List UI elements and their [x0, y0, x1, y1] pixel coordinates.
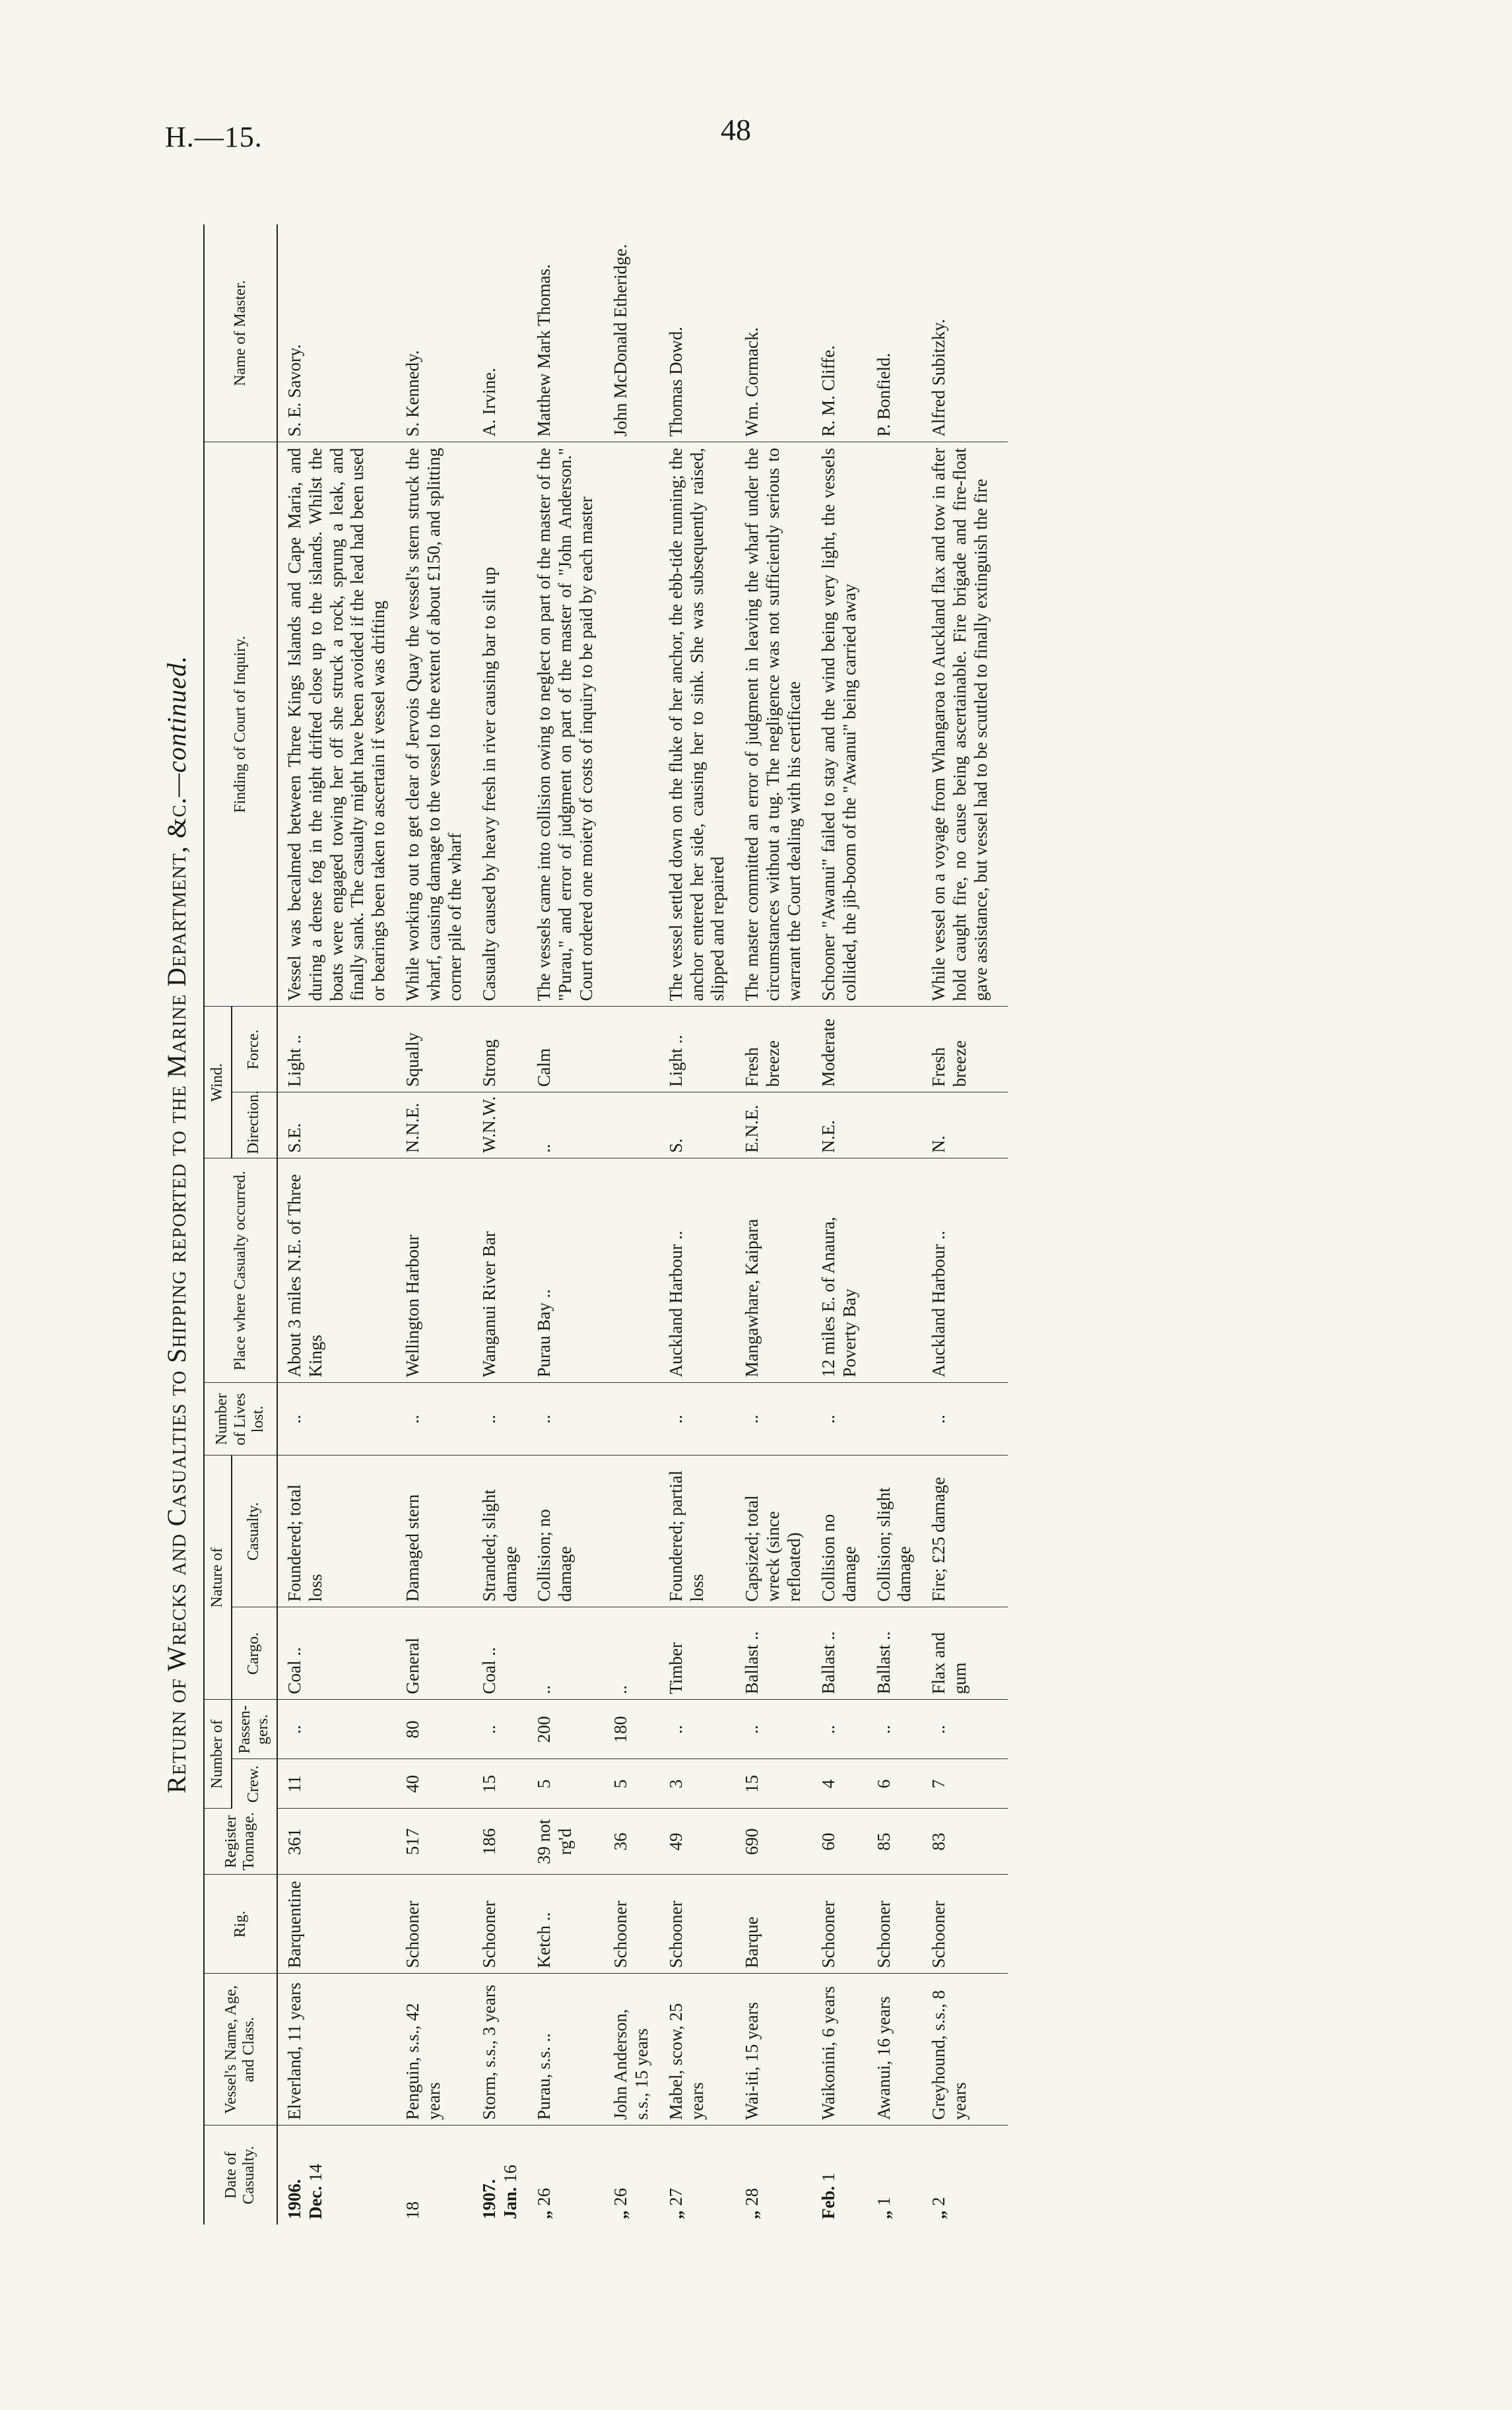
casualty-cell: Collision; no damage — [527, 1456, 604, 1607]
finding-cell: While vessel on a voyage from Whangaroa to Auckland flax and tow in after hold caught fire, no cause being ascertainable. Fire brigade and fire-float gave assistance, but vessel had to be scuttled to finally extinguish the fire — [922, 442, 1008, 1007]
master-cell: Alfred Subitzky. — [922, 224, 1008, 442]
wind-direction-cell: E.N.E. — [735, 1092, 812, 1158]
finding-cell — [867, 442, 923, 1007]
wind-direction-cell — [604, 1092, 659, 1158]
master-cell: P. Bonfield. — [867, 224, 923, 442]
place-cell: Wanganui River Bar — [473, 1158, 528, 1383]
table-row — [735, 224, 812, 2225]
col-header-lives-lost: Number of Lives lost. — [204, 1383, 277, 1456]
date-month: Feb. — [818, 2186, 838, 2219]
date-cell — [659, 2125, 736, 2225]
date-day: 28 — [742, 2188, 762, 2206]
table-title-text: Return of Wrecks and Casualties to Shipping reported to the Marine Department, &c. — [162, 797, 191, 1793]
passengers-cell: .. — [473, 1700, 528, 1759]
col-header-wind: Wind. — [204, 1007, 232, 1158]
crew-cell: 15 — [735, 1759, 812, 1809]
finding-cell: Schooner "Awanui" failed to stay and the wind being very light, the vessels collided, the jib-boom of the "Awanui" being carried away — [812, 442, 867, 1007]
col-header-direction: Direction. — [232, 1092, 277, 1158]
wind-direction-cell — [867, 1092, 923, 1158]
lives-lost-cell: .. — [659, 1383, 736, 1456]
wind-direction-cell: .. — [527, 1092, 604, 1158]
lives-lost-cell: .. — [527, 1383, 604, 1456]
table-row — [659, 224, 736, 2225]
rig-cell: Ketch .. — [527, 1875, 604, 1974]
date-cell — [604, 2125, 659, 2225]
place-cell: Wellington Harbour — [396, 1158, 473, 1383]
wind-force-cell — [867, 1007, 923, 1092]
casualty-cell: Capsized; total wreck (since refloated) — [735, 1456, 812, 1607]
casualty-cell: Collision no damage — [812, 1456, 867, 1607]
date-cell — [473, 2125, 528, 2225]
cargo-cell: Timber — [659, 1607, 736, 1700]
col-header-casualty: Casualty. — [232, 1456, 277, 1607]
col-header-passengers: Passen-gers. — [232, 1700, 277, 1759]
wind-force-cell: Light .. — [659, 1007, 736, 1092]
crew-cell: 6 — [867, 1759, 923, 1809]
rig-cell: Schooner — [604, 1875, 659, 1974]
lives-lost-cell: .. — [396, 1383, 473, 1456]
tonnage-cell: 36 — [604, 1809, 659, 1875]
rig-cell: Schooner — [659, 1875, 736, 1974]
passengers-cell: .. — [812, 1700, 867, 1759]
rig-cell: Schooner — [922, 1875, 1008, 1974]
crew-cell: 11 — [277, 1759, 396, 1809]
lives-lost-cell: .. — [277, 1383, 396, 1456]
place-cell: 12 miles E. of Anaura, Poverty Bay — [812, 1158, 867, 1383]
vessel-name-cell: Wai-iti, 15 years — [735, 1974, 812, 2125]
col-header-vessel: Vessel's Name, Age, and Class. — [204, 1974, 277, 2125]
passengers-cell: 200 — [527, 1700, 604, 1759]
rotated-table-block — [150, 224, 1286, 2225]
table-row — [812, 224, 867, 2225]
date-day: 26 — [534, 2188, 554, 2206]
col-header-crew: Crew. — [232, 1759, 277, 1809]
date-month: Dec. — [305, 2186, 325, 2219]
page-number: 48 — [721, 113, 751, 147]
col-header-nature-of: Nature of — [204, 1456, 232, 1700]
vessel-name-cell: Storm, s.s., 3 years — [473, 1974, 528, 2125]
crew-cell: 4 — [812, 1759, 867, 1809]
crew-cell: 5 — [527, 1759, 604, 1809]
date-year: 1906. — [284, 2179, 304, 2219]
date-day: 16 — [500, 2164, 520, 2183]
wind-force-cell — [604, 1007, 659, 1092]
col-header-master: Name of Master. — [204, 224, 277, 442]
master-cell: A. Irvine. — [473, 224, 528, 442]
date-cell — [277, 2125, 396, 2225]
col-header-place: Place where Casualty occurred. — [204, 1158, 277, 1383]
wind-force-cell: Calm — [527, 1007, 604, 1092]
passengers-cell: .. — [277, 1700, 396, 1759]
table-title — [150, 224, 203, 2225]
wind-force-cell: Squally — [396, 1007, 473, 1092]
tonnage-cell: 49 — [659, 1809, 736, 1875]
date-day: 27 — [665, 2188, 686, 2206]
date-month: Jan. — [500, 2187, 520, 2219]
casualty-cell: Foundered; total loss — [277, 1456, 396, 1607]
table-row — [604, 224, 659, 2225]
casualty-cell: Foundered; partial loss — [659, 1456, 736, 1607]
place-cell: Auckland Harbour .. — [659, 1158, 736, 1383]
passengers-cell: 180 — [604, 1700, 659, 1759]
date-cell — [735, 2125, 812, 2225]
place-cell — [867, 1158, 923, 1383]
vessel-name-cell: Purau, s.s. .. — [527, 1974, 604, 2125]
wind-force-cell: Moderate — [812, 1007, 867, 1092]
crew-cell: 15 — [473, 1759, 528, 1809]
date-day: 26 — [610, 2188, 630, 2206]
rig-cell: Schooner — [396, 1875, 473, 1974]
master-cell: R. M. Cliffe. — [812, 224, 867, 442]
vessel-name-cell: Waikonini, 6 years — [812, 1974, 867, 2125]
table-row — [473, 224, 528, 2225]
vessel-name-cell: Greyhound, s.s., 8 years — [922, 1974, 1008, 2125]
lives-lost-cell — [604, 1383, 659, 1456]
cargo-cell: Flax and gum — [922, 1607, 1008, 1700]
vessel-name-cell: John Anderson, s.s., 15 years — [604, 1974, 659, 2125]
casualty-cell: Stranded; slight damage — [473, 1456, 528, 1607]
tonnage-cell: 85 — [867, 1809, 923, 1875]
place-cell — [604, 1158, 659, 1383]
master-cell: Wm. Cormack. — [735, 224, 812, 442]
wind-force-cell: Fresh breeze — [735, 1007, 812, 1092]
place-cell: Mangawhare, Kaipara — [735, 1158, 812, 1383]
rig-cell: Schooner — [812, 1875, 867, 1974]
wrecks-casualties-table — [203, 224, 1008, 2225]
tonnage-cell: 83 — [922, 1809, 1008, 1875]
date-cell — [527, 2125, 604, 2225]
place-cell: Purau Bay .. — [527, 1158, 604, 1383]
crew-cell: 7 — [922, 1759, 1008, 1809]
table-title-continued: —continued. — [162, 655, 191, 797]
tonnage-cell: 690 — [735, 1809, 812, 1875]
wind-direction-cell: S. — [659, 1092, 736, 1158]
table-row — [867, 224, 923, 2225]
casualty-cell — [604, 1456, 659, 1607]
finding-cell: While working out to get clear of Jervois Quay the vessel's stern struck the wharf, causing damage to the vessel to the extent of about £150, and splitting corner pile of the wharf — [396, 442, 473, 1007]
cargo-cell: Ballast .. — [867, 1607, 923, 1700]
master-cell: S. Kennedy. — [396, 224, 473, 442]
cargo-cell: .. — [604, 1607, 659, 1700]
date-year: 1907. — [478, 2179, 499, 2219]
passengers-cell: 80 — [396, 1700, 473, 1759]
rig-cell: Schooner — [473, 1875, 528, 1974]
vessel-name-cell: Awanui, 16 years — [867, 1974, 923, 2125]
wind-force-cell: Strong — [473, 1007, 528, 1092]
col-header-date: Date of Casualty. — [204, 2125, 277, 2225]
lives-lost-cell: .. — [812, 1383, 867, 1456]
date-month: „ — [929, 2210, 949, 2219]
finding-cell: The master committed an error of judgment in leaving the wharf under the circumstances without a tug. The negligence was not sufficiently serious to warrant the Court dealing with his certificate — [735, 442, 812, 1007]
cargo-cell: Ballast .. — [812, 1607, 867, 1700]
place-cell: Auckland Harbour .. — [922, 1158, 1008, 1383]
wind-force-cell: Fresh breeze — [922, 1007, 1008, 1092]
lives-lost-cell: .. — [735, 1383, 812, 1456]
vessel-name-cell: Mabel, scow, 25 years — [659, 1974, 736, 2125]
rig-cell: Barque — [735, 1875, 812, 1974]
date-month: „ — [873, 2210, 894, 2219]
date-day: 18 — [403, 2201, 423, 2219]
rig-cell: Barquentine — [277, 1875, 396, 1974]
master-cell: S. E. Savory. — [277, 224, 396, 442]
lives-lost-cell: .. — [473, 1383, 528, 1456]
wind-direction-cell: N.E. — [812, 1092, 867, 1158]
place-cell: About 3 miles N.E. of Three Kings — [277, 1158, 396, 1383]
passengers-cell: .. — [659, 1700, 736, 1759]
tonnage-cell: 517 — [396, 1809, 473, 1875]
date-month: „ — [665, 2210, 686, 2219]
crew-cell: 40 — [396, 1759, 473, 1809]
wind-direction-cell: N.N.E. — [396, 1092, 473, 1158]
date-cell — [867, 2125, 923, 2225]
master-cell: John McDonald Etheridge. — [604, 224, 659, 442]
passengers-cell: .. — [867, 1700, 923, 1759]
vessel-name-cell: Penguin, s.s., 42 years — [396, 1974, 473, 2125]
date-day: 1 — [818, 2172, 838, 2182]
crew-cell: 3 — [659, 1759, 736, 1809]
rig-cell: Schooner — [867, 1875, 923, 1974]
page-header-left: H.—15. — [165, 121, 263, 153]
table-row — [527, 224, 604, 2225]
master-cell: Matthew Mark Thomas. — [527, 224, 604, 442]
casualty-cell: Damaged stern — [396, 1456, 473, 1607]
cargo-cell: Coal .. — [277, 1607, 396, 1700]
lives-lost-cell — [867, 1383, 923, 1456]
vessel-name-cell: Elverland, 11 years — [277, 1974, 396, 2125]
cargo-cell: .. — [527, 1607, 604, 1700]
cargo-cell: Coal .. — [473, 1607, 528, 1700]
master-cell: Thomas Dowd. — [659, 224, 736, 442]
col-header-force: Force. — [232, 1007, 277, 1092]
passengers-cell: .. — [735, 1700, 812, 1759]
finding-cell: The vessels came into collision owing to neglect on part of the master of the "Purau," and error of judgment on part of the master of "John Anderson." Court ordered one moiety of costs of inquiry to be paid by each master — [527, 442, 604, 1007]
date-cell — [812, 2125, 867, 2225]
table-row — [277, 224, 396, 2225]
table-row — [396, 224, 473, 2225]
tonnage-cell: 361 — [277, 1809, 396, 1875]
casualty-cell: Fire; £25 damage — [922, 1456, 1008, 1607]
finding-cell — [604, 442, 659, 1007]
date-month: „ — [534, 2210, 554, 2219]
date-day: 14 — [305, 2164, 325, 2182]
wind-direction-cell: N. — [922, 1092, 1008, 1158]
wind-force-cell: Light .. — [277, 1007, 396, 1092]
tonnage-cell: 186 — [473, 1809, 528, 1875]
date-month: „ — [742, 2210, 762, 2219]
col-header-number-of: Number of — [204, 1700, 232, 1809]
col-header-finding: Finding of Court of Inquiry. — [204, 442, 277, 1007]
lives-lost-cell: .. — [922, 1383, 1008, 1456]
table-row — [922, 224, 1008, 2225]
crew-cell: 5 — [604, 1759, 659, 1809]
finding-cell: Vessel was becalmed between Three Kings Islands and Cape Maria, and during a dense fog in the night drifted close up to the islands. Whilst the boats were engaged towing her off she struck a rock, sprung a leak, and finally sank. The casualty might have been avoided if the lead had been used or bearings been taken to ascertain if vessel was drifting — [277, 442, 396, 1007]
tonnage-cell: 39 not rg'd — [527, 1809, 604, 1875]
date-day: 2 — [929, 2197, 949, 2206]
finding-cell: The vessel settled down on the fluke of her anchor, the ebb-tide running; the anchor entered her side, causing her to sink. She was subsequently raised, slipped and repaired — [659, 442, 736, 1007]
date-month: „ — [610, 2210, 630, 2219]
wind-direction-cell: S.E. — [277, 1092, 396, 1158]
tonnage-cell: 60 — [812, 1809, 867, 1875]
cargo-cell: Ballast .. — [735, 1607, 812, 1700]
col-header-tonnage: Register Tonnage. — [204, 1809, 277, 1875]
wind-direction-cell: W.N.W. — [473, 1092, 528, 1158]
col-header-rig: Rig. — [204, 1875, 277, 1974]
col-header-cargo: Cargo. — [232, 1607, 277, 1700]
date-cell — [922, 2125, 1008, 2225]
cargo-cell: General — [396, 1607, 473, 1700]
table-body — [277, 224, 1008, 2225]
finding-cell: Casualty caused by heavy fresh in river causing bar to silt up — [473, 442, 528, 1007]
date-cell — [396, 2125, 473, 2225]
casualty-cell: Collision; slight damage — [867, 1456, 923, 1607]
date-day: 1 — [873, 2197, 894, 2206]
passengers-cell: .. — [922, 1700, 1008, 1759]
